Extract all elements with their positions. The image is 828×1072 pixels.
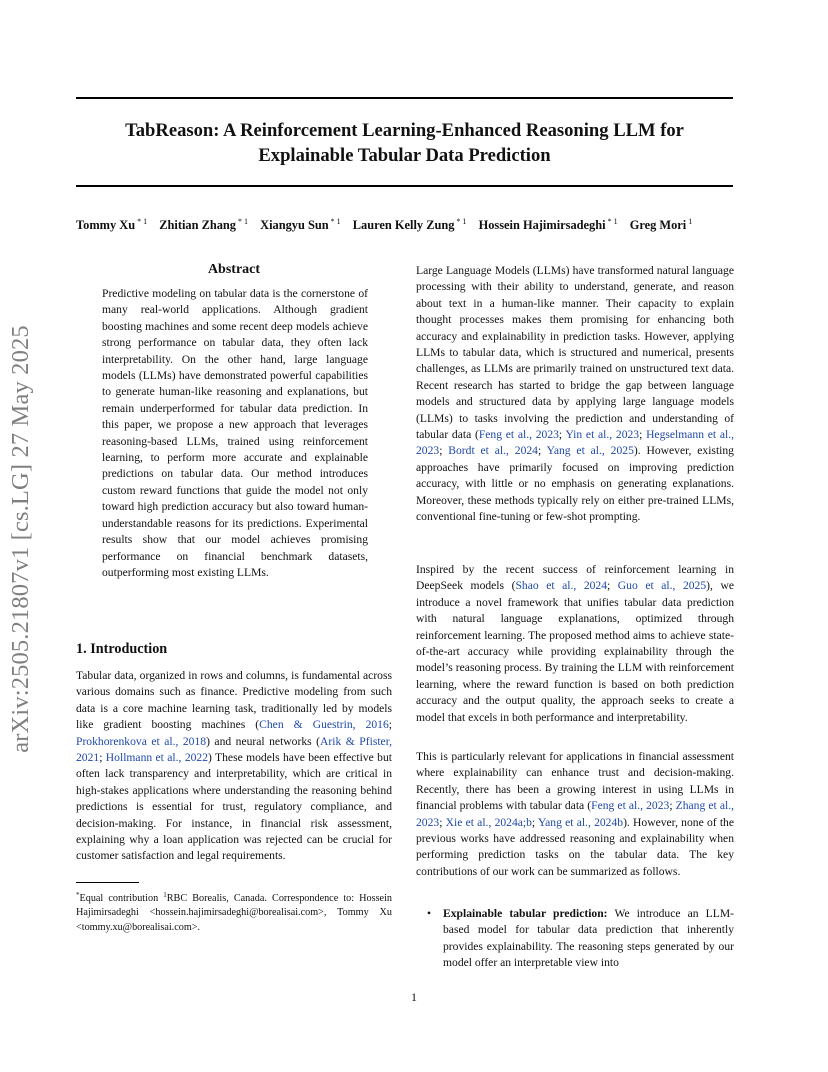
citation-link[interactable]: Feng et al., 2023 (591, 799, 670, 813)
citation-link[interactable]: Hollmann et al., 2022 (105, 751, 209, 765)
footnote: *Equal contribution $^1$RBC Borealis, Canada. Correspondence to: Hossein Hajimirsadeghi <hossein.hajimirsadeghi@borealisai.com>, Tommy Xu <tommy.xu@borealisai.com>. (76, 891, 392, 933)
footnote-rule (76, 882, 139, 883)
body-paragraph: Large Language Models (LLMs) have transformed natural language processing with their ability to understand, generate, and reason about text in a human-like manner. Their capacity to explain thought processes makes them promising for enhancing both accuracy and explainability in prediction tasks. However, applying LLMs to tabular data, which is structured and numerical, presents challenges, as LLMs are primarily trained on unstructured text data. Recent research has started to bridge the gap between language models and structured data by applying large language models (LLMs) to tasks involving the prediction and understanding of tabular data (Feng et al., 2023; Yin et al., 2023; Hegselmann et al., 2023; Bordt et al., 2024; Yang et al., 2025). However, existing approaches have primarily focused on improving prediction accuracy, with little or no emphasis on generating explanations. Moreover, these methods typically rely on either pre-trained LLMs, conventional fine-tuning or few-shot prompting. (416, 264, 735, 524)
citation-link[interactable]: Yang et al., 2025 (546, 444, 634, 458)
author: Zhitian Zhang $^{* 1}$ (159, 217, 249, 232)
author: Hossein Hajimirsadeghi $^{* 1}$ (478, 217, 618, 232)
author: Lauren Kelly Zung $^{* 1}$ (352, 217, 467, 232)
body-paragraph: This is particularly relevant for applications in financial assessment where explainability can enhance trust and decision-making. Recently, there has been a growing interest in using LLMs in financial problems with tabular data (Feng et al., 2023; Zhang et al., 2023; Xie et al., 2024a;b; Yang et al., 2024b). However, none of the previous works have addressed reasoning and explainability when performing prediction tasks on the tabular data. The key contributions of our work can be summarized as follows. (416, 750, 734, 878)
citation-link[interactable]: Guo et al., 2025 (617, 579, 707, 593)
introduction-heading: 1. Introduction (76, 641, 168, 657)
citation-link[interactable]: Shao et al., 2024 (515, 579, 608, 593)
citation-link[interactable]: Zhang et al., 2023 (416, 799, 734, 829)
author: Greg Mori $^1$ (629, 217, 693, 232)
abstract-text: Predictive modeling on tabular data is the cornerstone of many real-world applications. Although gradient boosting machines and some recent deep models achieve strong performance on tabular data, they often lack interpretability. On the other hand, large language models (LLMs) have demonstrated powerful capabilities to generate human-like reasoning and explanations, but remain underperformed for tabular data prediction. In this paper, we propose a new approach that leverages reasoning-based LLMs, trained using reinforcement learning, to perform more accurate and explainable predictions on tabular data. Our method introduces custom reward functions that guide the model not only toward high prediction accuracy but also toward human-understandable reasons for its predictions. Experimental results show that our model achieves promising performance on financial benchmark datasets, outperforming most existing LLMs. (102, 287, 368, 579)
citation-link[interactable]: Yin et al., 2023 (565, 428, 640, 442)
citation-link[interactable]: Feng et al., 2023 (478, 428, 559, 442)
page-number: 1 (411, 990, 417, 1004)
body-paragraph: Inspired by the recent success of reinforcement learning in DeepSeek models (Shao et al., 2024; Guo et al., 2025), we introduce a novel framework that unifies tabular data prediction with natural language explanations, optimized through reinforcement learning. The proposed method aims to achieve state-of-the-art accuracy while providing explainability through the model’s reasoning process. By training the LLM with reinforcement learning, where the reward function is based on both prediction accuracy and the output quality, the approach seeks to create a model that excels in both performance and interpretability. (416, 563, 734, 724)
bottom-rule (76, 185, 733, 187)
author: Xiangyu Sun $^{* 1}$ (260, 217, 341, 232)
author: Tommy Xu $^{* 1}$ (76, 217, 148, 232)
paper-title (76, 118, 733, 168)
citation-link[interactable]: Yang et al., 2024b (537, 815, 624, 829)
bullet-text: Explainable tabular prediction: We introduce an LLM-based model for tabular data prediction that inherently provides explainability. The reasoning steps generated by our model offer an interpretable view into (443, 907, 734, 970)
author-list (76, 214, 733, 233)
citation-link[interactable]: Bordt et al., 2024 (448, 444, 538, 458)
top-rule (76, 97, 733, 99)
citation-link[interactable]: Chen & Guestrin, 2016 (259, 718, 389, 732)
citation-link[interactable]: Hegselmann et al., 2023 (416, 428, 735, 458)
introduction-paragraph: Tabular data, organized in rows and columns, is fundamental across various domains such as finance. Predictive modeling from such data is a core machine learning task, traditionally led by models like gradient boosting machines (Chen & Guestrin, 2016; Prokhorenkova et al., 2018) and neural networks (Arik & Pfister, 2021; Hollmann et al., 2022) These models have been effective but often lack transparency and interpretability, which are critical in high-stakes applications where understanding the reasoning behind predictions is essential for trust, regulatory compliance, and decision-making. For instance, in financial risk assessment, explaining why a loan application was rejected can be crucial for customer satisfaction and legal requirements. (76, 669, 393, 863)
title-line-1: TabReason: A Reinforcement Learning-Enhanced Reasoning LLM for (125, 120, 684, 141)
abstract-heading: Abstract (207, 262, 261, 277)
arxiv-identifier: arXiv:2505.21807v1 [cs.LG] 27 May 2025 (7, 325, 34, 753)
citation-link[interactable]: Prokhorenkova et al., 2018 (76, 734, 207, 748)
citation-link[interactable]: Xie et al., 2024a;b (445, 815, 532, 829)
citation-link[interactable]: Arik & Pfister, 2021 (76, 734, 392, 765)
bullet-marker: • (427, 907, 432, 920)
title-line-2: Explainable Tabular Data Prediction (258, 145, 551, 166)
